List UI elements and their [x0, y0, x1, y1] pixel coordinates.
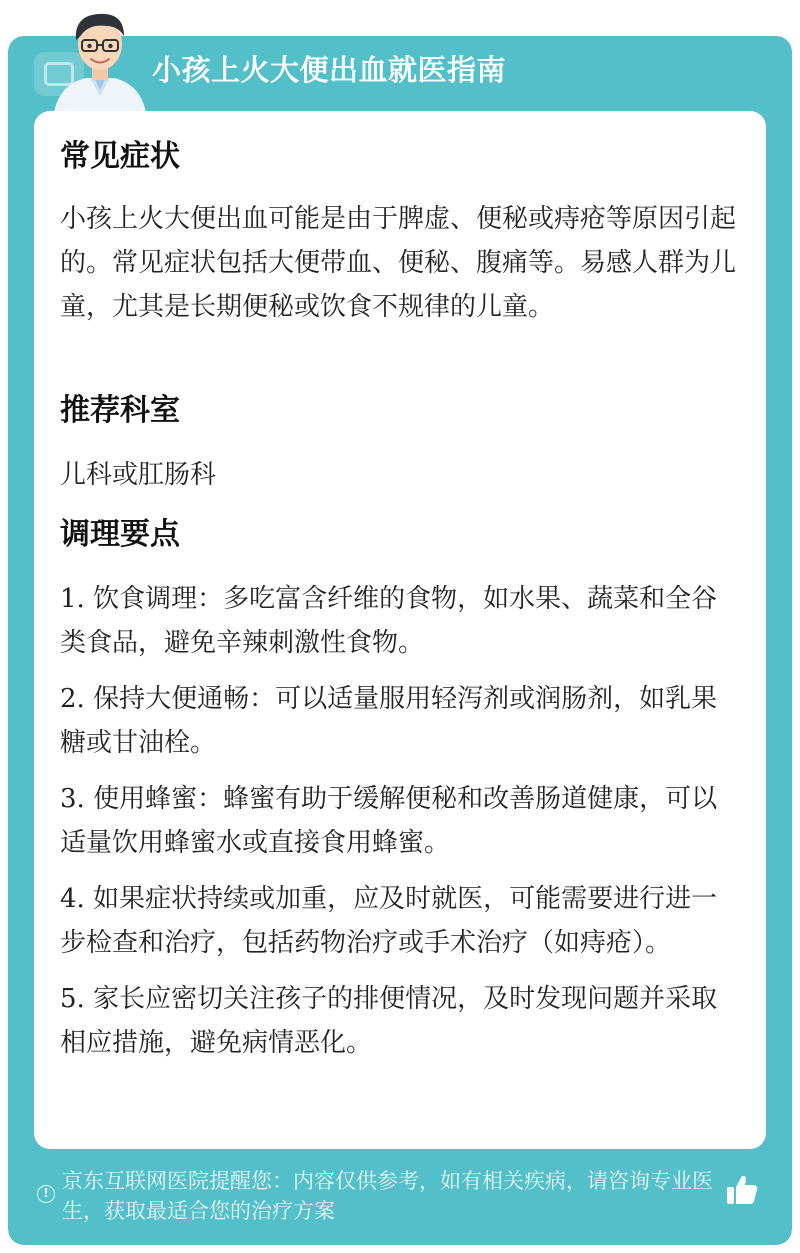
care-item-text: 使用蜂蜜：蜂蜜有助于缓解便秘和改善肠道健康，可以适量饮用蜂蜜水或直接食用蜂蜜。 — [60, 784, 718, 858]
care-item-text: 饮食调理：多吃富含纤维的食物，如水果、蔬菜和全谷类食品，避免辛辣刺激性食物。 — [60, 584, 718, 658]
care-item — [60, 677, 742, 765]
footer-disclaimer: 京东互联网医院提醒您：内容仅供参考，如有相关疾病，请咨询专业医生，获取最适合您的治疗方案 — [62, 1169, 713, 1223]
care-item-number: 4. — [60, 884, 85, 914]
care-item — [60, 777, 742, 865]
info-icon: ! — [37, 1185, 55, 1203]
content-card — [34, 111, 766, 1149]
care-item-number: 3. — [60, 784, 85, 814]
doctor-avatar-icon — [46, 4, 154, 112]
care-item-number: 2. — [60, 684, 85, 714]
care-item-text: 家长应密切关注孩子的排便情况，及时发现问题并采取相应措施，避免病情恶化。 — [60, 984, 718, 1058]
symptoms-text: 小孩上火大便出血可能是由于脾虚、便秘或痔疮等原因引起的。常见症状包括大便带血、便秘、腹痛等。易感人群为儿童，尤其是长期便秘或饮食不规律的儿童。 — [60, 204, 737, 322]
care-list — [60, 577, 742, 1077]
care-item-number: 1. — [60, 584, 85, 614]
thumbs-up-icon[interactable] — [724, 1172, 760, 1208]
page-title: 小孩上火大便出血就医指南 — [152, 53, 507, 87]
care-item-text: 保持大便通畅：可以适量服用轻泻剂或润肠剂，如乳果糖或甘油栓。 — [60, 684, 718, 758]
care-item — [60, 577, 742, 665]
care-item — [60, 977, 742, 1065]
care-item-number: 5. — [60, 984, 85, 1014]
care-item-text: 如果症状持续或加重，应及时就医，可能需要进行进一步检查和治疗，包括药物治疗或手术治疗（如痔疮）。 — [60, 884, 718, 958]
department-title: 推荐科室 — [60, 393, 180, 428]
symptoms-title: 常见症状 — [60, 139, 180, 174]
care-title: 调理要点 — [60, 517, 180, 552]
care-item — [60, 877, 742, 965]
department-text: 儿科或肛肠科 — [60, 460, 217, 490]
